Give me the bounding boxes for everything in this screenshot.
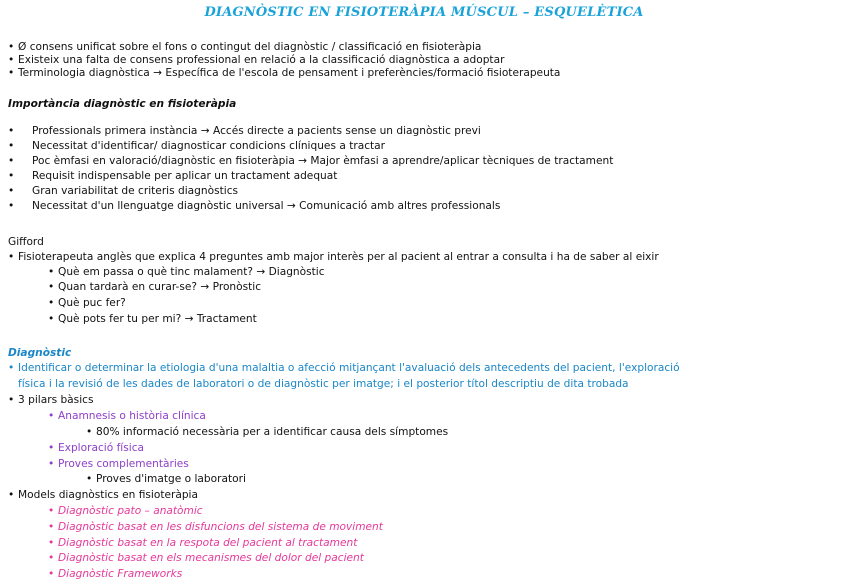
gifford-item: [8, 251, 659, 264]
importance-item: [8, 155, 613, 168]
bullet-dot: •: [8, 54, 15, 66]
importance-item-text: Professionals primera instància → Accés directe a pacients sense un diagnòstic previ: [32, 125, 481, 137]
bullet-dot: •: [48, 458, 55, 470]
importance-item-text: Gran variabilitat de criteris diagnòstics: [32, 185, 239, 197]
diagnostic-definition-text: Identificar o determinar la etiologia d'una malaltia o afecció mitjançant l'avaluació dels antecedents del pacient, l'exploració: [18, 362, 680, 374]
pillar-name: Exploració física: [58, 442, 145, 454]
gifford-question: [48, 297, 126, 310]
importance-item: [8, 185, 238, 198]
pillar-item: [48, 458, 189, 471]
bullet-dot: •: [8, 140, 15, 152]
diagnostic-definition: [8, 362, 680, 375]
intro-item-text: Existeix una falta de consens professional en relació a la classificació diagnòstica a adoptar: [18, 54, 505, 66]
pillar-sub-text: Proves d'imatge o laboratori: [96, 473, 246, 485]
page-title: DIAGNÒSTIC EN FISIOTERÀPIA MÚSCUL – ESQUELÈTICA: [204, 5, 644, 20]
bullet-dot: •: [8, 394, 15, 406]
pillar-item: [48, 442, 144, 455]
pillar-name: Anamnesis o història clínica: [58, 410, 206, 422]
model-text: Diagnòstic basat en les disfuncions del sistema de moviment: [58, 521, 383, 533]
bullet-dot: •: [8, 41, 15, 53]
gifford-heading: Gifford: [8, 236, 44, 248]
gifford-question-text: Què em passa o què tinc malament? → Diagnòstic: [58, 266, 325, 278]
bullet-dot: •: [48, 281, 55, 293]
models-item: [8, 489, 198, 502]
gifford-question-text: Quan tardarà en curar-se? → Pronòstic: [58, 281, 262, 293]
bullet-dot: •: [48, 442, 55, 454]
bullet-dot: •: [48, 297, 55, 309]
importance-item: [8, 125, 481, 138]
gifford-question: [48, 281, 261, 294]
intro-item-text: Terminologia diagnòstica → Específica de l'escola de pensament i preferències/formació fisioterapeuta: [18, 67, 561, 79]
gifford-text: Fisioterapeuta anglès que explica 4 preguntes amb major interès per al pacient al entrar a consulta i ha de saber al eixir: [18, 251, 659, 263]
importance-item-text: Requisit indispensable per aplicar un tractament adequat: [32, 170, 338, 182]
gifford-question: [48, 313, 257, 326]
model-text: Diagnòstic pato – anatòmic: [58, 505, 203, 517]
bullet-dot: •: [48, 537, 55, 549]
gifford-question-text: Què pots fer tu per mi? → Tractament: [58, 313, 257, 325]
bullet-dot: •: [8, 200, 15, 212]
bullet-dot: •: [48, 410, 55, 422]
bullet-dot: •: [48, 552, 55, 564]
pillar-sub-item: [86, 426, 448, 439]
bullet-dot: •: [48, 521, 55, 533]
intro-item: [8, 41, 481, 54]
bullet-dot: •: [8, 185, 15, 197]
pillar-name: Proves complementàries: [58, 458, 189, 470]
importance-item: [8, 170, 337, 183]
model-item: [48, 537, 357, 550]
gifford-question-text: Què puc fer?: [58, 297, 126, 309]
models-label: Models diagnòstics en fisioteràpia: [18, 489, 198, 501]
bullet-dot: •: [8, 67, 15, 79]
gifford-question: [48, 266, 325, 279]
pillar-item: [48, 410, 206, 423]
importance-item: [8, 140, 385, 153]
model-text: Diagnòstic basat en els mecanismes del dolor del pacient: [58, 552, 364, 564]
bullet-dot: •: [48, 266, 55, 278]
bullet-dot: •: [8, 489, 15, 501]
pillar-sub-text: 80% informació necessària per a identificar causa dels símptomes: [96, 426, 449, 438]
importance-item-text: Poc èmfasi en valoració/diagnòstic en fisioteràpia → Major èmfasi a aprendre/aplicar tècniques de tractament: [32, 155, 614, 167]
diagnostic-definition-line2: física i la revisió de les dades de laboratori o de diagnòstic per imatge; i el posterior títol descriptiu de dita trobada: [18, 378, 629, 390]
pillar-sub-item: [86, 473, 246, 486]
bullet-dot: •: [8, 362, 15, 374]
intro-item: [8, 54, 504, 67]
bullet-dot: •: [8, 251, 15, 263]
bullet-dot: •: [48, 568, 55, 580]
importance-item-text: Necessitat d'identificar/ diagnosticar condicions clíniques a tractar: [32, 140, 386, 152]
model-item: [48, 552, 364, 565]
importance-item: [8, 200, 500, 213]
model-item: [48, 505, 203, 518]
bullet-dot: •: [86, 473, 93, 485]
bullet-dot: •: [8, 155, 15, 167]
pillars-item: [8, 394, 93, 407]
model-item: [48, 521, 383, 534]
diagnostic-heading: Diagnòstic: [8, 347, 72, 359]
model-text: Diagnòstic basat en la respota del pacient al tractament: [58, 537, 358, 549]
bullet-dot: •: [48, 313, 55, 325]
pillars-label: 3 pilars bàsics: [18, 394, 94, 406]
model-text: Diagnòstic Frameworks: [58, 568, 183, 580]
bullet-dot: •: [48, 505, 55, 517]
intro-item-text: Ø consens unificat sobre el fons o contingut del diagnòstic / classificació en fisioteràpia: [18, 41, 482, 53]
importance-heading: Importància diagnòstic en fisioteràpia: [8, 98, 237, 110]
bullet-dot: •: [8, 170, 15, 182]
bullet-dot: •: [8, 125, 15, 137]
importance-item-text: Necessitat d'un llenguatge diagnòstic universal → Comunicació amb altres professionals: [32, 200, 501, 212]
model-item: [48, 568, 182, 581]
intro-item: [8, 67, 560, 80]
bullet-dot: •: [86, 426, 93, 438]
